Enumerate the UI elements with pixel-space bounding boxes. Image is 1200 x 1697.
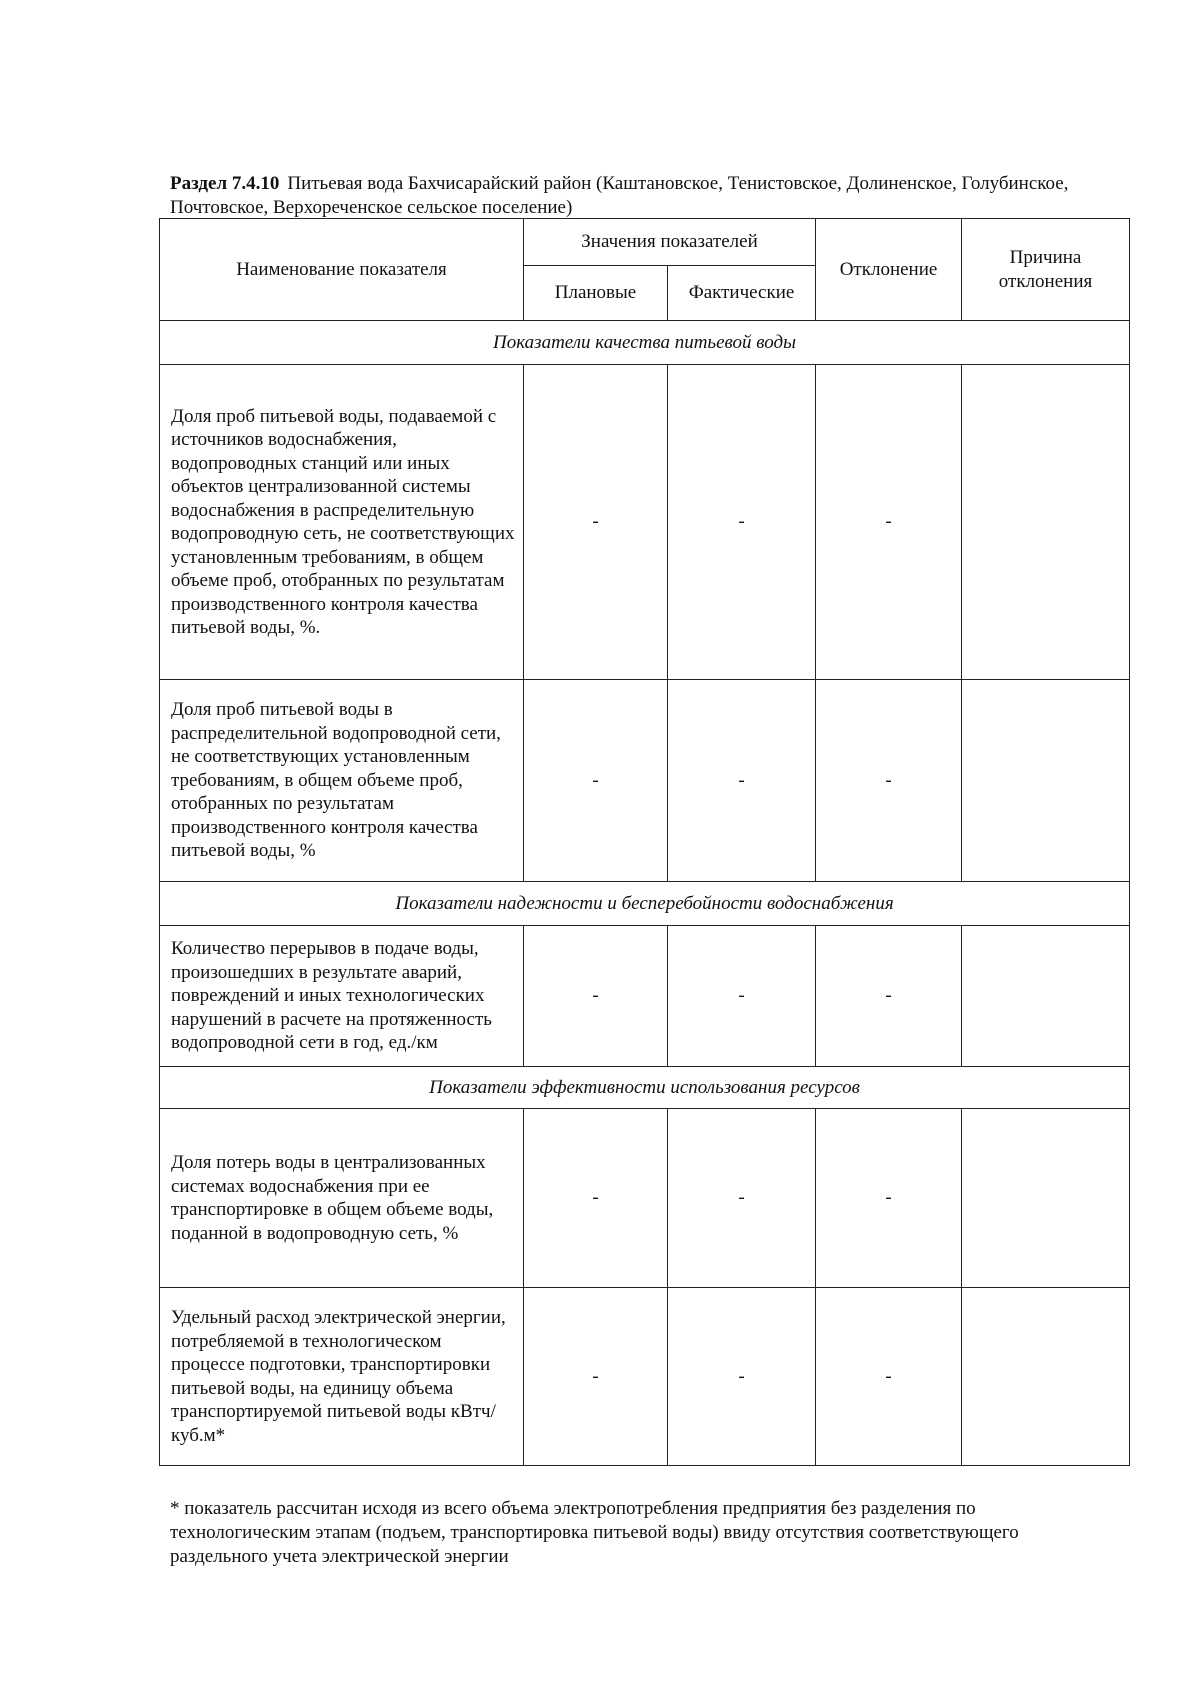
table-row [160, 1109, 1130, 1288]
deviation-value: - [816, 1109, 962, 1288]
section-title: Питьевая вода Бахчисарайский район (Каштановское, Тенистовское, Долиненское, Голубинское, Почтовское, Верхореченское сельское поселение) [170, 173, 1069, 218]
table-row [160, 365, 1130, 680]
reason-value [962, 926, 1130, 1067]
section-heading [170, 172, 1130, 220]
table-row [160, 1288, 1130, 1466]
reason-value [962, 680, 1130, 882]
deviation-value: - [816, 680, 962, 882]
planned-value: - [524, 926, 668, 1067]
indicators-table [159, 218, 1130, 1466]
section-title-reliability: Показатели надежности и бесперебойности водоснабжения [160, 882, 1130, 926]
planned-value: - [524, 1109, 668, 1288]
actual-value: - [668, 680, 816, 882]
indicator-name: Удельный расход электрической энергии, потребляемой в технологическом процессе подготовки, транспортировки питьевой воды, на единицу объема транспортируемой питьевой воды кВтч/куб.м* [160, 1288, 524, 1466]
actual-value: - [668, 1288, 816, 1466]
reason-value [962, 1109, 1130, 1288]
planned-value: - [524, 1288, 668, 1466]
section-row-quality [160, 321, 1130, 365]
section-row-efficiency [160, 1067, 1130, 1109]
table-row [160, 680, 1130, 882]
header-values-group: Значения показателей [524, 219, 816, 266]
actual-value: - [668, 926, 816, 1067]
indicator-name: Доля потерь воды в централизованных системах водоснабжения при ее транспортировке в общем объеме воды, поданной в водопроводную сеть, % [160, 1109, 524, 1288]
section-title-quality: Показатели качества питьевой воды [160, 321, 1130, 365]
indicator-name: Доля проб питьевой воды, подаваемой с источников водоснабжения, водопроводных станций или иных объектов централизованной системы водоснабжения в распределительную водопроводную сеть, не соответствующих установленным требованиям, в общем объеме проб, отобранных по результатам производственного контроля качества питьевой воды, %. [160, 365, 524, 680]
deviation-value: - [816, 926, 962, 1067]
header-reason: Причина отклонения [962, 219, 1130, 321]
header-actual: Фактические [668, 266, 816, 321]
indicator-name: Доля проб питьевой воды в распределительной водопроводной сети, не соответствующих установленным требованиям, в общем объеме проб, отобранных по результатам производственного контроля качества питьевой воды, % [160, 680, 524, 882]
actual-value: - [668, 1109, 816, 1288]
indicator-name: Количество перерывов в подаче воды, произошедших в результате аварий, повреждений и иных технологических нарушений в расчете на протяженность водопроводной сети в год, ед./км [160, 926, 524, 1067]
actual-value: - [668, 365, 816, 680]
planned-value: - [524, 680, 668, 882]
table-row [160, 926, 1130, 1067]
header-name: Наименование показателя [160, 219, 524, 321]
deviation-value: - [816, 1288, 962, 1466]
section-number: Раздел 7.4.10 [170, 173, 280, 194]
planned-value: - [524, 365, 668, 680]
deviation-value: - [816, 365, 962, 680]
section-title-efficiency: Показатели эффективности использования ресурсов [160, 1067, 1130, 1109]
section-row-reliability [160, 882, 1130, 926]
header-planned: Плановые [524, 266, 668, 321]
footnote: * показатель рассчитан исходя из всего объема электропотребления предприятия без разделения по технологическим этапам (подъем, транспортировка питьевой воды) ввиду отсутствия соответствующего раздельного учета электрической энергии [170, 1498, 1019, 1567]
header-row-top [160, 219, 1130, 266]
header-deviation: Отклонение [816, 219, 962, 321]
reason-value [962, 1288, 1130, 1466]
reason-value [962, 365, 1130, 680]
